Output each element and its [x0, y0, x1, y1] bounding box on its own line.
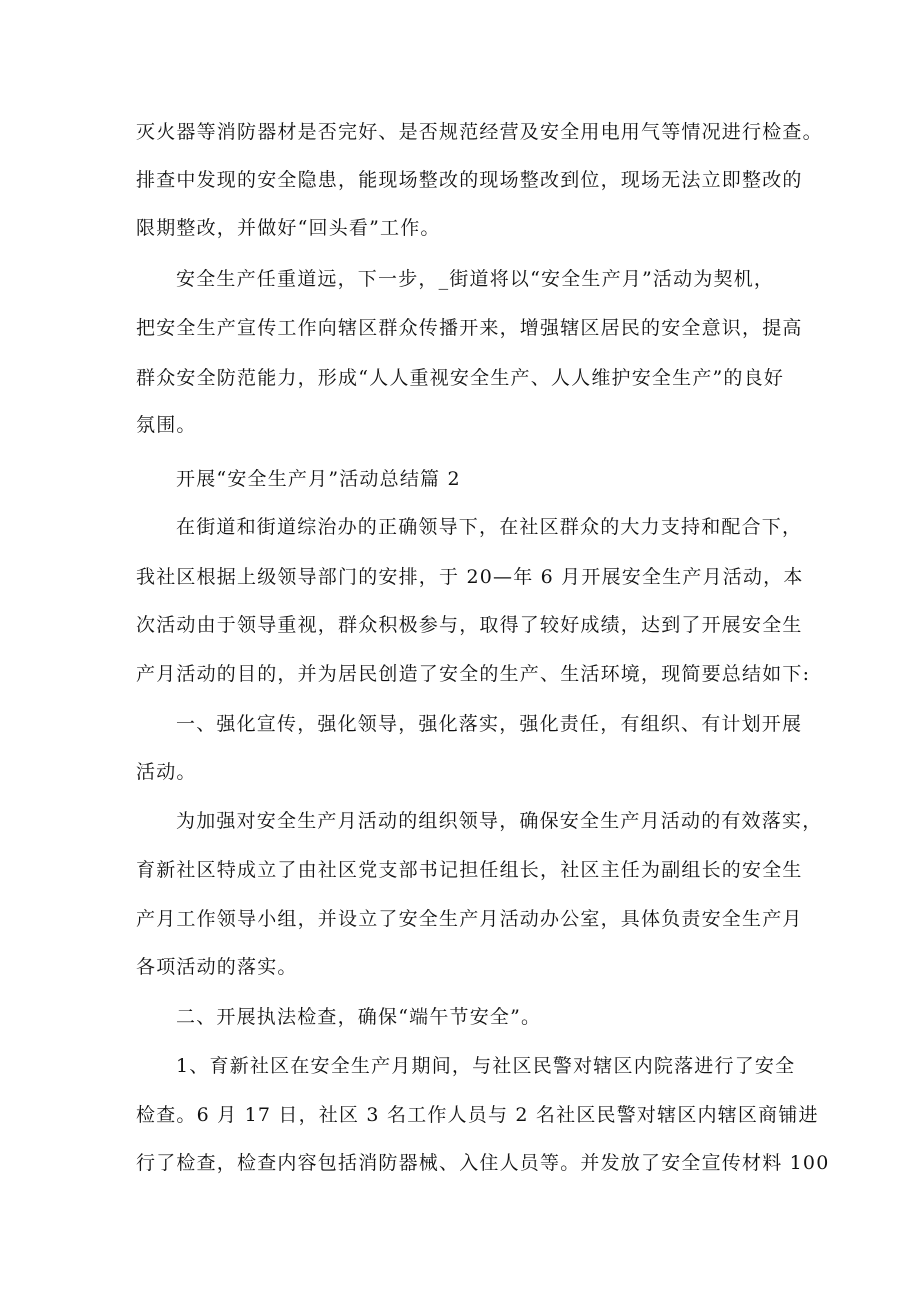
text-line: 产月活动的目的，并为居民创造了安全的生产、生活环境，现简要总结如下: — [136, 663, 811, 685]
section-heading: 二、开展执法检查，确保“端午节安全”。 — [176, 1006, 542, 1028]
text-line: 限期整改，并做好“回头看”工作。 — [136, 217, 441, 239]
text-line: 育新社区特成立了由社区党支部书记担任组长，社区主任为副组长的安全生 — [136, 859, 803, 881]
text-line: 产月工作领导小组，并设立了安全生产月活动办公室，具体负责安全生产月 — [136, 908, 803, 930]
text-line: 各项活动的落实。 — [136, 956, 298, 978]
paragraph-first-line: 为加强对安全生产月活动的组织领导，确保安全生产月活动的有效落实， — [176, 810, 823, 832]
section-heading: 开展“安全生产月”活动总结篇 2 — [176, 468, 461, 490]
text-line: 次活动由于领导重视，群众积极参与，取得了较好成绩，达到了开展安全生 — [136, 614, 803, 636]
text-line: 活动。 — [136, 761, 197, 783]
text-line: 排查中发现的安全隐患，能现场整改的现场整改到位，现场无法立即整改的 — [136, 169, 803, 191]
text-line: 行了检查，检查内容包括消防器械、入住人员等。并发放了安全宣传材料 100 — [136, 1152, 830, 1174]
text-line: 氛围。 — [136, 414, 197, 436]
paragraph-first-line: 一、强化宣传，强化领导，强化落实，强化责任，有组织、有计划开展 — [176, 713, 803, 735]
text-line: 把安全生产宣传工作向辖区群众传播开来，增强辖区居民的安全意识，提高 — [136, 317, 803, 339]
paragraph-first-line: 1、育新社区在安全生产月期间，与社区民警对辖区内院落进行了安全 — [176, 1055, 796, 1077]
text-line: 我社区根据上级领导部门的安排，于 20—年 6 月开展安全生产月活动，本 — [136, 566, 804, 588]
paragraph-first-line: 安全生产任重道远，下一步，_街道将以“安全生产月”活动为契机， — [176, 268, 775, 290]
text-line: 检查。6 月 17 日，社区 3 名工作人员与 2 名社区民警对辖区内辖区商铺进 — [136, 1104, 819, 1126]
text-line: 群众安全防范能力，形成“人人重视安全生产、人人维护安全生产”的良好 — [136, 367, 785, 389]
paragraph-first-line: 在街道和街道综治办的正确领导下，在社区群众的大力支持和配合下， — [176, 516, 803, 538]
text-line: 灭火器等消防器材是否完好、是否规范经营及安全用电用气等情况进行检查。 — [136, 121, 823, 143]
